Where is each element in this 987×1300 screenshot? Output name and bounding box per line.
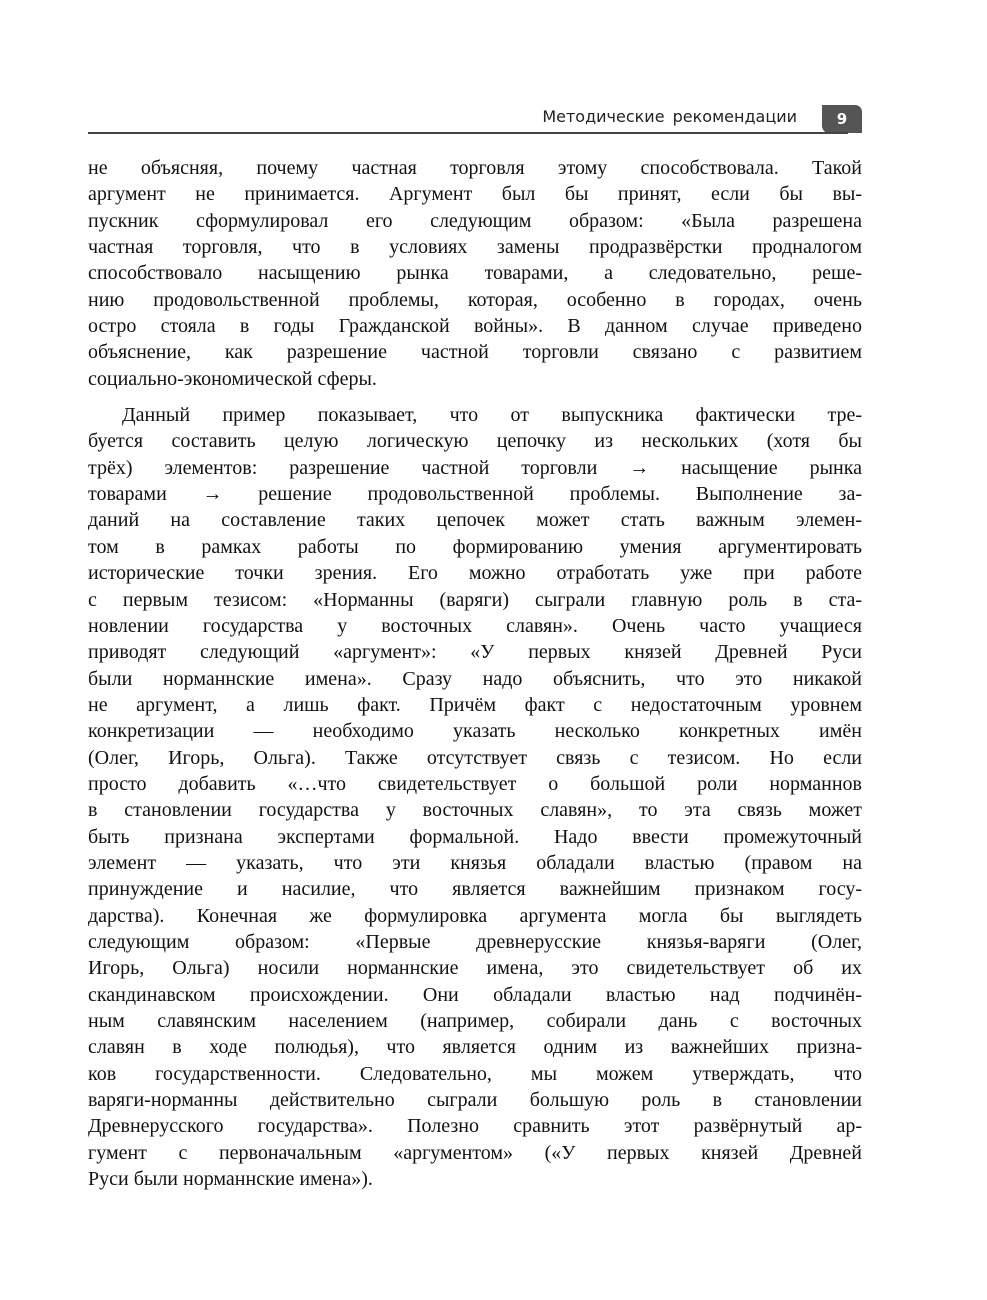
text-line: просто добавить «…что свидетельствует о большой роли норманнов	[88, 772, 862, 795]
text-line: скандинавском происхождении. Они обладали властью над подчинён-	[88, 983, 862, 1006]
paragraph-gap	[88, 392, 862, 402]
text-line: Игорь, Ольга) носили норманнские имена, это свидетельствует об их	[88, 957, 862, 980]
text-line: быть признана экспертами формальной. Надо ввести промежуточный	[88, 825, 862, 848]
text-line: новлении государства у восточных славян». Очень часто учащиеся	[88, 614, 862, 637]
text-line: Древнерусского государства». Полезно сравнить этот развёрнутый ар-	[88, 1115, 862, 1138]
text-line: способствовало насыщению рынка товарами, а следовательно, реше-	[88, 262, 862, 285]
running-header-title: Методические рекомендации	[542, 107, 797, 126]
text-line: славян в ходе полюдья), что является одним из важнейших призна-	[88, 1036, 862, 1059]
text-line: трёх) элементов: разрешение частной торговли → насыщение рынка	[88, 456, 862, 479]
text-line: даний на составление таких цепочек может стать важным элемен-	[88, 509, 862, 532]
text-line: гумент с первоначальным «аргументом» («У первых князей Древней	[88, 1141, 862, 1164]
text-line: нию продовольственной проблемы, которая, особенно в городах, очень	[88, 288, 862, 311]
text-line: в становлении государства у восточных славян», то эта связь может	[88, 799, 862, 822]
text-line: Данный пример показывает, что от выпускника фактически тре-	[122, 404, 862, 427]
text-line: не аргумент, а лишь факт. Причём факт с недостаточным уровнем	[88, 693, 862, 716]
text-line: ным славянским населением (например, собирали дань с восточных	[88, 1010, 862, 1032]
text-line: исторические точки зрения. Его можно отработать уже при работе	[88, 562, 862, 585]
text-line: объяснение, как разрешение частной торговли связано с развитием	[88, 341, 862, 364]
page-number-badge: 9	[822, 105, 862, 133]
text-line: не объясняя, почему частная торговля этому способствовала. Такой	[88, 157, 862, 179]
text-line: пускник сформулировал его следующим образом: «Была разрешена	[88, 209, 862, 232]
text-line: элемент — указать, что эти князья обладали властью (правом на	[88, 851, 862, 874]
text-line: приводят следующий «аргумент»: «У первых князей Древней Руси	[88, 641, 862, 664]
text-line: Руси были норманнские имена»).	[88, 1168, 373, 1191]
paragraph	[88, 402, 862, 1192]
text-line: принуждение и насилие, что является важнейшим признаком госу-	[88, 878, 862, 901]
text-line: аргумент не принимается. Аргумент был бы принят, если бы вы-	[88, 183, 862, 206]
text-line: конкретизации — необходимо указать несколько конкретных имён	[88, 720, 862, 743]
page-body	[88, 155, 862, 1192]
text-line: товарами → решение продовольственной проблемы. Выполнение за-	[88, 483, 862, 506]
text-line: остро стояла в годы Гражданской войны». В данном случае приведено	[88, 315, 862, 338]
header-rule	[88, 132, 848, 134]
text-line: были норманнские имена». Сразу надо объяснить, что это никакой	[88, 667, 862, 690]
text-line: ков государственности. Следовательно, мы можем утверждать, что	[88, 1062, 862, 1085]
text-line: дарства). Конечная же формулировка аргумента могла бы выглядеть	[88, 904, 862, 927]
text-line: частная торговля, что в условиях замены продразвёрстки продналогом	[88, 236, 862, 259]
text-line: буется составить целую логическую цепочку из нескольких (хотя бы	[88, 430, 862, 453]
text-line: (Олег, Игорь, Ольга). Также отсутствует связь с тезисом. Но если	[88, 746, 862, 769]
text-line: с первым тезисом: «Норманны (варяги) сыграли главную роль в ста-	[88, 588, 862, 611]
text-line: том в рамках работы по формированию умения аргументировать	[88, 535, 862, 558]
text-line: социально-экономической сферы.	[88, 367, 377, 390]
text-line: варяги-норманны действительно сыграли большую роль в становлении	[88, 1089, 862, 1112]
paragraph	[88, 155, 862, 392]
text-line: следующим образом: «Первые древнерусские князья-варяги (Олег,	[88, 930, 862, 953]
